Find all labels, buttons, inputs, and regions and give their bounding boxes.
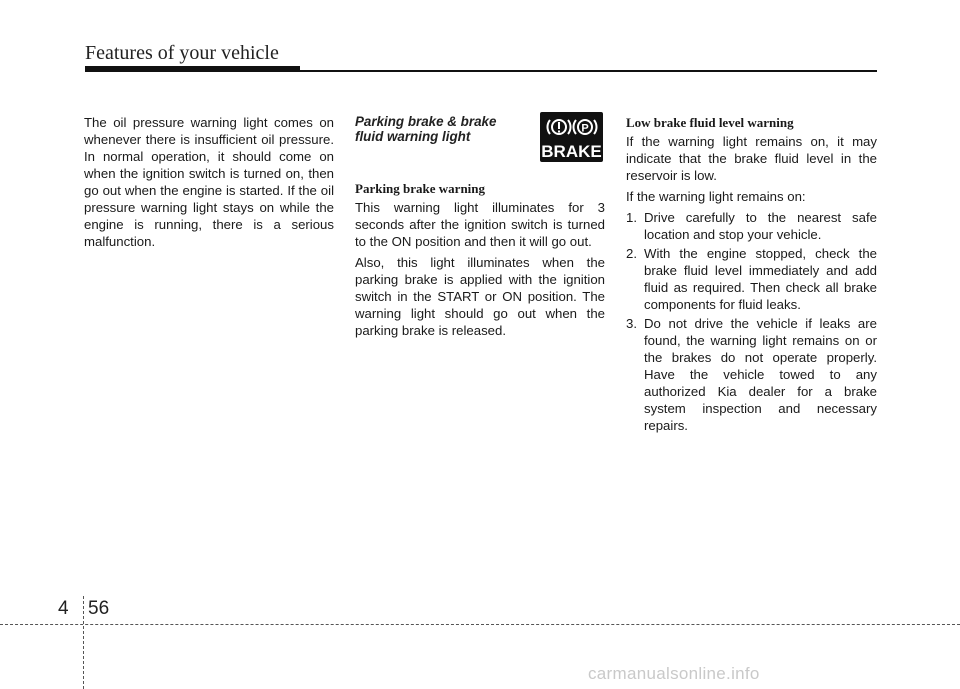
watermark: carmanualsonline.info [588,664,760,683]
footer-divider [83,596,84,689]
brake-warning-icon [540,112,603,162]
subhead-line-2: fluid warning light [355,129,471,144]
step-number: 3. [626,316,637,331]
low-fluid-heading: Low brake fluid level warning [626,115,794,130]
step-text: Drive carefully to the nearest safe location and stop your vehicle. [644,210,877,242]
step-text: Do not drive the vehicle if leaks are found, the warning light remains on or the brakes do not operate properly. Have the vehicle towed to any authorized Kia dealer for a brake system inspection and necessary repairs. [644,316,877,433]
chapter-number: 4 [58,598,69,619]
brake-warning-symbol [540,112,603,162]
footer-rule [0,624,960,625]
page-header-title: Features of your vehicle [85,42,279,64]
brake-icon-label: BRAKE [541,142,602,161]
section-subhead [355,114,530,144]
list-item [626,315,877,434]
step-number: 2. [626,246,637,261]
parking-brake-paragraph-2: Also, this light illuminates when the parking brake is applied with the ignition switch in the START or ON position. The warning light should go out when the parking brake is released. [355,255,605,338]
parking-brake-paragraph-1: This warning light illuminates for 3 seconds after the ignition switch is turned to the ON position and then it will go out. [355,200,605,249]
step-text: With the engine stopped, check the brake fluid level immediately and add fluid as required. Then check all brake components for fluid leaks. [644,246,877,312]
page-number: 56 [88,598,110,619]
low-fluid-paragraph-2: If the warning light remains on: [626,189,806,204]
header-rule-thin [300,70,877,72]
oil-pressure-paragraph: The oil pressure warning light comes on whenever there is insufficient oil pressure. In normal operation, it should come on when the ignition switch is turned on, then go out when the engine is started. If the oil pressure warning light stays on while the engine is running, there is a serious malfunction. [84,115,334,249]
parking-brake-heading: Parking brake warning [355,181,486,196]
svg-text:P: P [581,122,589,135]
column-right [626,114,877,436]
subhead-line-1: Parking brake & brake [355,114,497,129]
list-item [626,245,877,313]
step-number: 1. [626,210,637,225]
steps-list [626,209,877,434]
low-fluid-paragraph-1: If the warning light remains on, it may indicate that the brake fluid level in the reservoir is low. [626,134,877,183]
column-left [84,114,334,254]
header-rule-thick [85,66,300,72]
list-item [626,209,877,243]
